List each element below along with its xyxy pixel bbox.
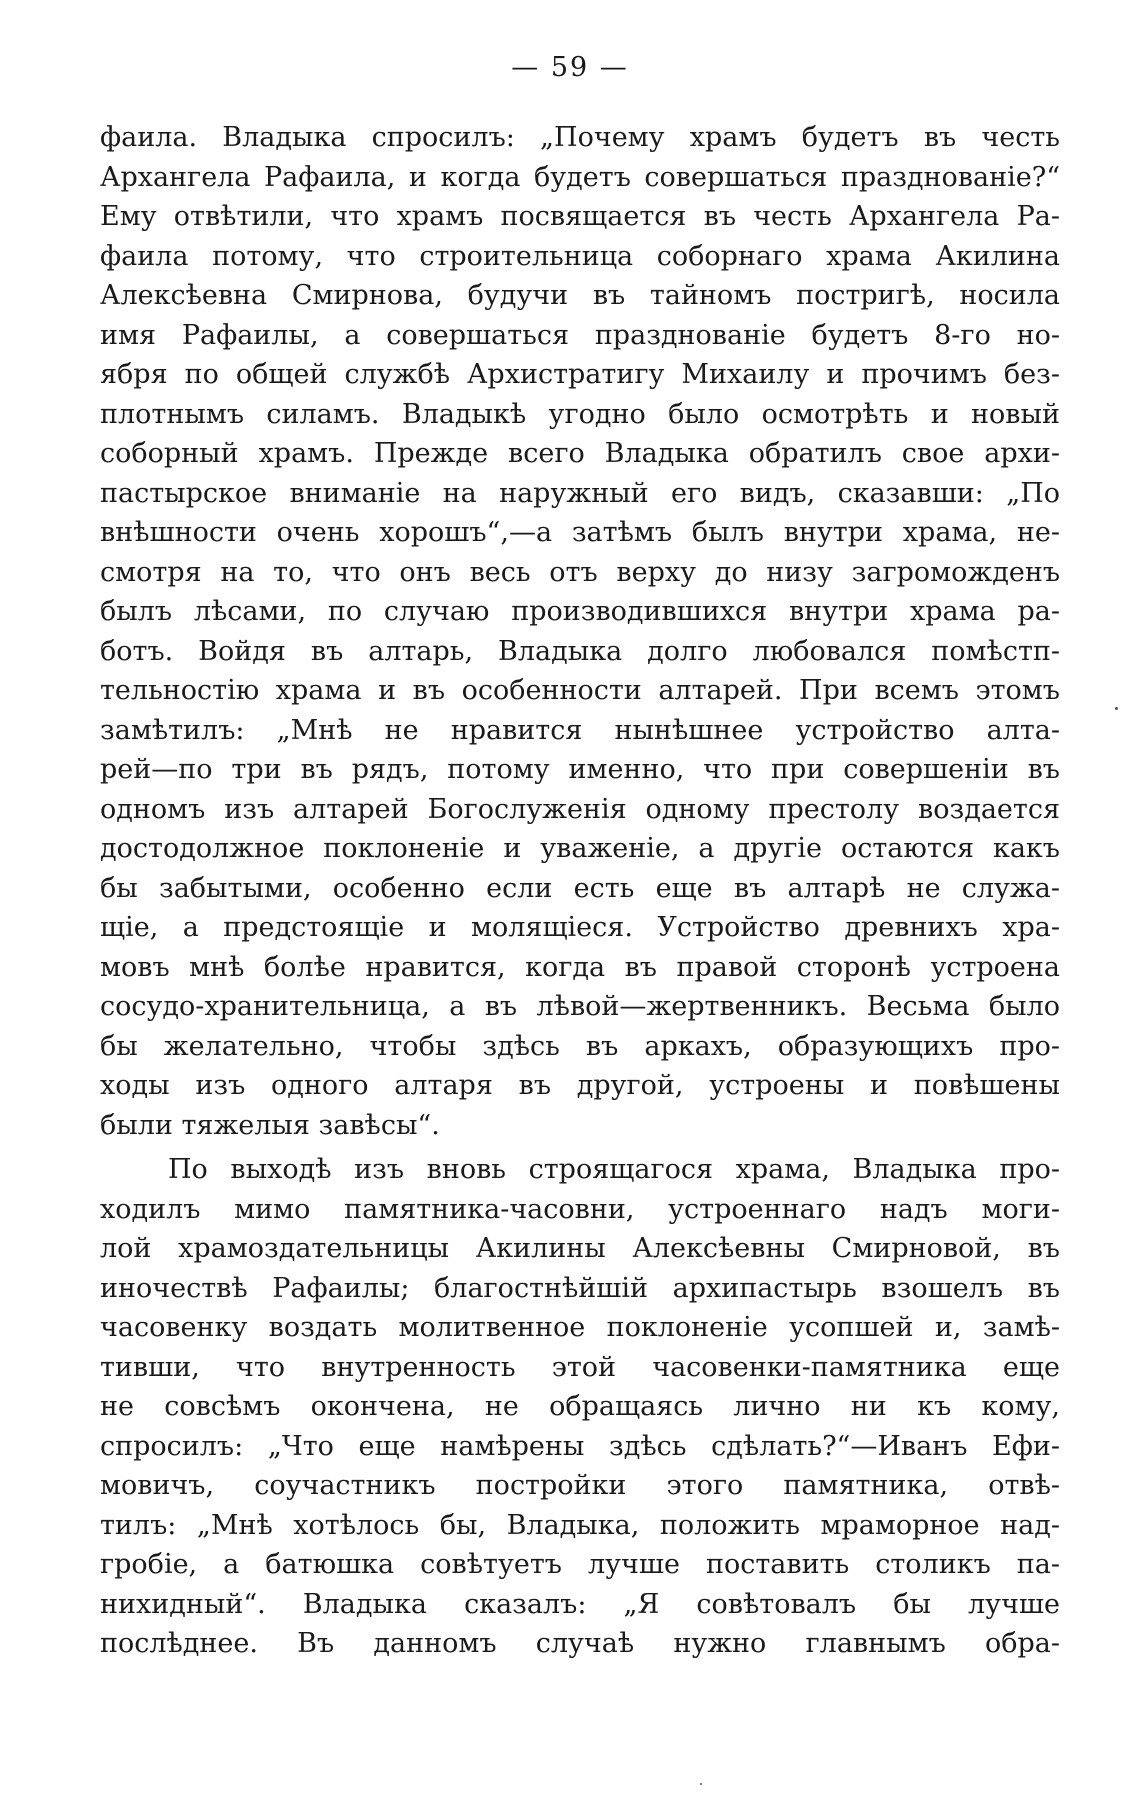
- text-line: Алексѣевна Смирнова, будучи въ тайномъ постригѣ, носила: [100, 280, 1060, 311]
- text-line: внѣшности очень хорошъ“,—а затѣмъ былъ внутри храма, не-: [100, 517, 1060, 548]
- text-line: Ему отвѣтили, что храмъ посвящается въ честь Архангела Ра-: [100, 201, 1060, 232]
- scan-speck: [700, 1783, 702, 1785]
- text-line: спросилъ: „Что еще намѣрены здѣсь сдѣлать?“—Иванъ Ефи-: [100, 1430, 1060, 1462]
- text-line: достодолжное поклоненіе и уваженіе, а другіе остаются какъ: [100, 833, 1060, 864]
- text-line: послѣднее. Въ данномъ случаѣ нужно главнымъ обра-: [100, 1628, 1060, 1659]
- text-line: гробіе, а батюшка совѣтуетъ лучше поставить столикъ па-: [100, 1549, 1060, 1580]
- text-line: По выходѣ изъ вновь строящагося храма, Владыка про-: [168, 1154, 1060, 1185]
- text-line: плотнымъ силамъ. Владыкѣ угодно было осмотрѣть и новый: [100, 398, 1060, 430]
- text-line: мовичъ, соучастникъ постройки этого памятника, отвѣ-: [100, 1470, 1060, 1501]
- text-line: бы забытыми, особенно если есть еще въ алтарѣ не служа-: [100, 872, 1060, 904]
- text-line: иночествѣ Рафаилы; благостнѣйшій архипастырь взошелъ въ: [100, 1272, 1060, 1304]
- text-line: не совсѣмъ окончена, не обращаясь лично ни къ кому,: [100, 1391, 1060, 1422]
- text-line: часовенку воздать молитвенное поклоненіе усопшей и, замѣ-: [100, 1312, 1060, 1343]
- text-line: фаила потому, что строительница соборнаго храма Акилина: [100, 240, 1060, 272]
- text-line: смотря на то, что онъ весь отъ верху до низу загроможденъ: [100, 556, 1060, 588]
- text-line: тивши, что внутренность этой часовенки-памятника еще: [100, 1351, 1060, 1383]
- text-line: пастырское вниманіе на наружный его видъ, сказавши: „По: [100, 477, 1060, 509]
- text-line: соборный храмъ. Прежде всего Владыка обратилъ свое архи-: [100, 438, 1060, 469]
- text-line: щіе, а предстоящіе и молящіеся. Устройство древнихъ хра-: [100, 912, 1060, 943]
- body-text: [100, 118, 1060, 1664]
- text-line: ября по общей службѣ Архистратигу Михаилу и прочимъ без-: [100, 359, 1060, 390]
- text-line: ходилъ мимо памятника-часовни, устроеннаго надъ моги-: [100, 1193, 1060, 1225]
- text-line: бы желательно, чтобы здѣсь въ аркахъ, образующихъ про-: [100, 1030, 1060, 1062]
- paragraph-1: [100, 118, 1060, 1145]
- text-line: были тяжелыя завѣсы“.: [100, 1109, 440, 1141]
- text-line: нихидный“. Владыка сказалъ: „Я совѣтовалъ бы лучше: [100, 1588, 1060, 1620]
- text-line: фаила. Владыка спросилъ: „Почему храмъ будетъ въ честь: [100, 122, 1060, 153]
- text-line: сосудо-хранительница, а въ лѣвой—жертвенникъ. Весьма было: [100, 991, 1060, 1022]
- text-line: ботъ. Войдя въ алтарь, Владыка долго любовался помѣстп-: [100, 635, 1060, 667]
- scan-speck: [1115, 707, 1118, 710]
- paragraph-2: [100, 1150, 1060, 1664]
- text-line: былъ лѣсами, по случаю производившихся внутри храма ра-: [100, 596, 1060, 627]
- page-number: — 59 —: [511, 52, 629, 83]
- text-line: тилъ: „Мнѣ хотѣлось бы, Владыка, положить мраморное над-: [100, 1509, 1060, 1541]
- text-line: замѣтилъ: „Мнѣ не нравится нынѣшнее устройство алта-: [100, 714, 1060, 746]
- text-line: имя Рафаилы, а совершаться празднованіе будетъ 8-го но-: [100, 319, 1060, 351]
- text-line: тельностію храма и въ особенности алтарей. При всемъ этомъ: [100, 675, 1060, 706]
- text-line: одномъ изъ алтарей Богослуженія одному престолу воздается: [100, 793, 1060, 825]
- text-line: лой храмоздательницы Акилины Алексѣевны Смирновой, въ: [100, 1233, 1060, 1264]
- text-line: ходы изъ одного алтаря въ другой, устроены и повѣшены: [100, 1070, 1060, 1101]
- text-line: рей—по три въ рядъ, потому именно, что при совершеніи въ: [100, 754, 1060, 785]
- text-line: мовъ мнѣ болѣе нравится, когда въ правой сторонѣ устроена: [100, 951, 1060, 983]
- text-line: Архангела Рафаила, и когда будетъ совершаться празднованіе?“: [100, 161, 1060, 193]
